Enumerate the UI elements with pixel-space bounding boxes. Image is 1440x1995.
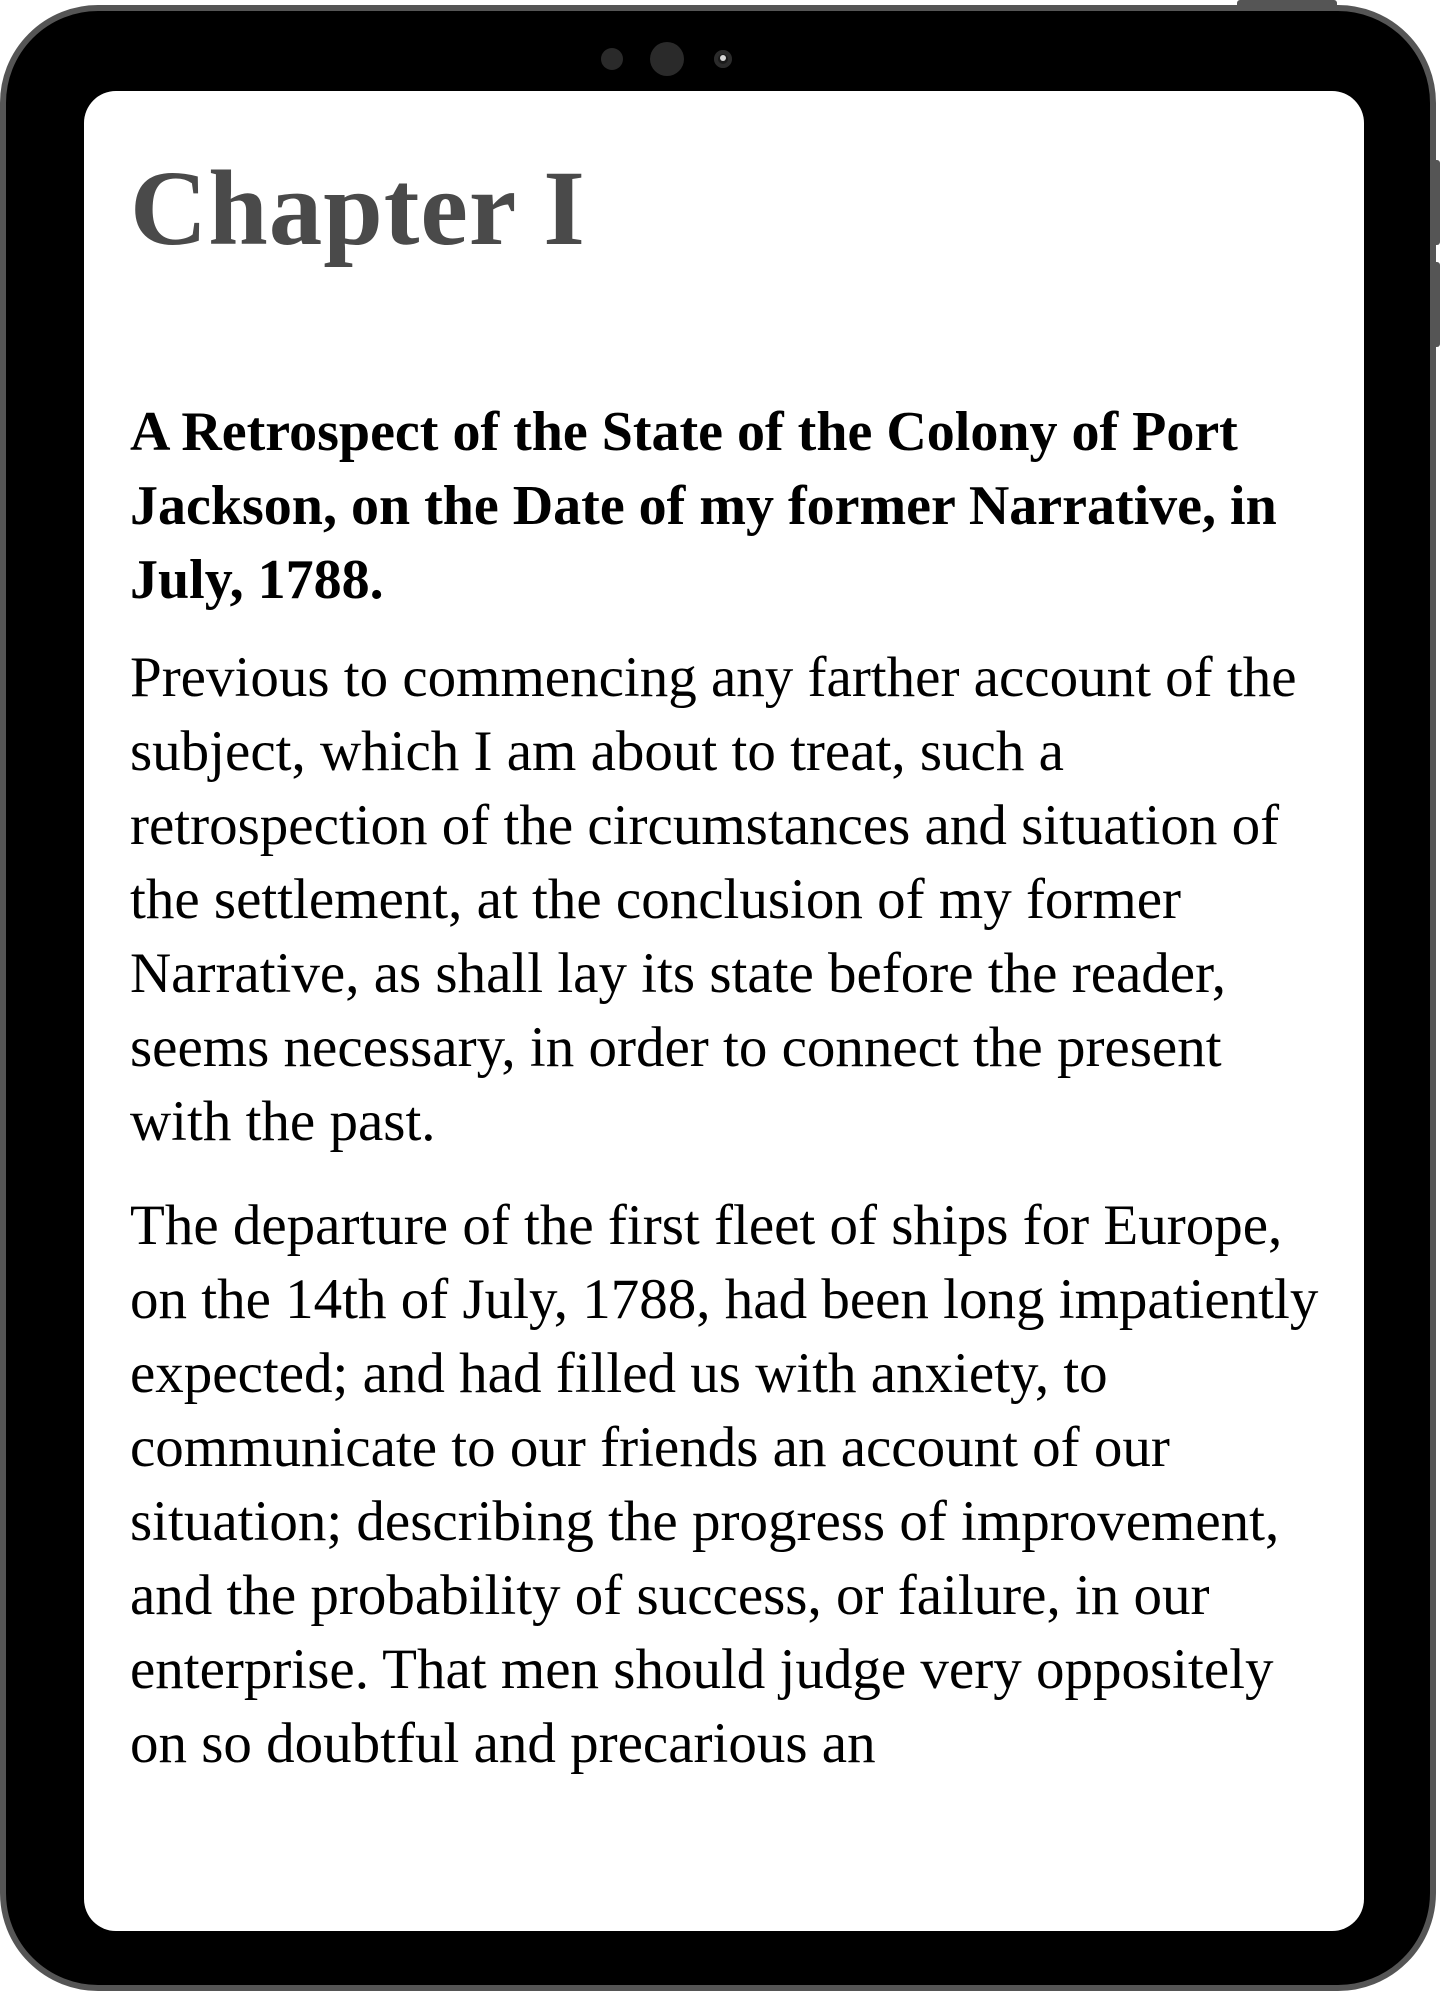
sensor-icon — [601, 48, 623, 70]
camera-icon — [650, 42, 684, 76]
paragraph-1: Previous to commencing any farther account of the subject, which I am about to treat, such a retrospection of the circumstances and situation of the settlement, at the conclusion of my former Narrative, as shall lay its state before the reader, seems necessary, in order to connect the present with the past. — [130, 646, 1297, 1154]
lens-icon — [714, 50, 732, 68]
camera-bar — [596, 41, 746, 77]
reader-screen[interactable] — [84, 91, 1364, 1931]
paragraph-2: The departure of the first fleet of ships for Europe, on the 14th of July, 1788, had been long impatiently expected; and had filled us with anxiety, to communicate to our friends an account of our situation; describing the progress of improvement, and the probability of success, or failure, in our enterprise. That men should judge very oppositely on so doubtful and precarious an — [130, 1194, 1319, 1776]
reader-content — [130, 91, 1330, 1781]
tablet-frame — [0, 5, 1436, 1991]
chapter-subtitle: A Retrospect of the State of the Colony of Port Jackson, on the Date of my former Narrative, in July, 1788. — [130, 401, 1277, 612]
chapter-title: Chapter I — [130, 150, 586, 268]
